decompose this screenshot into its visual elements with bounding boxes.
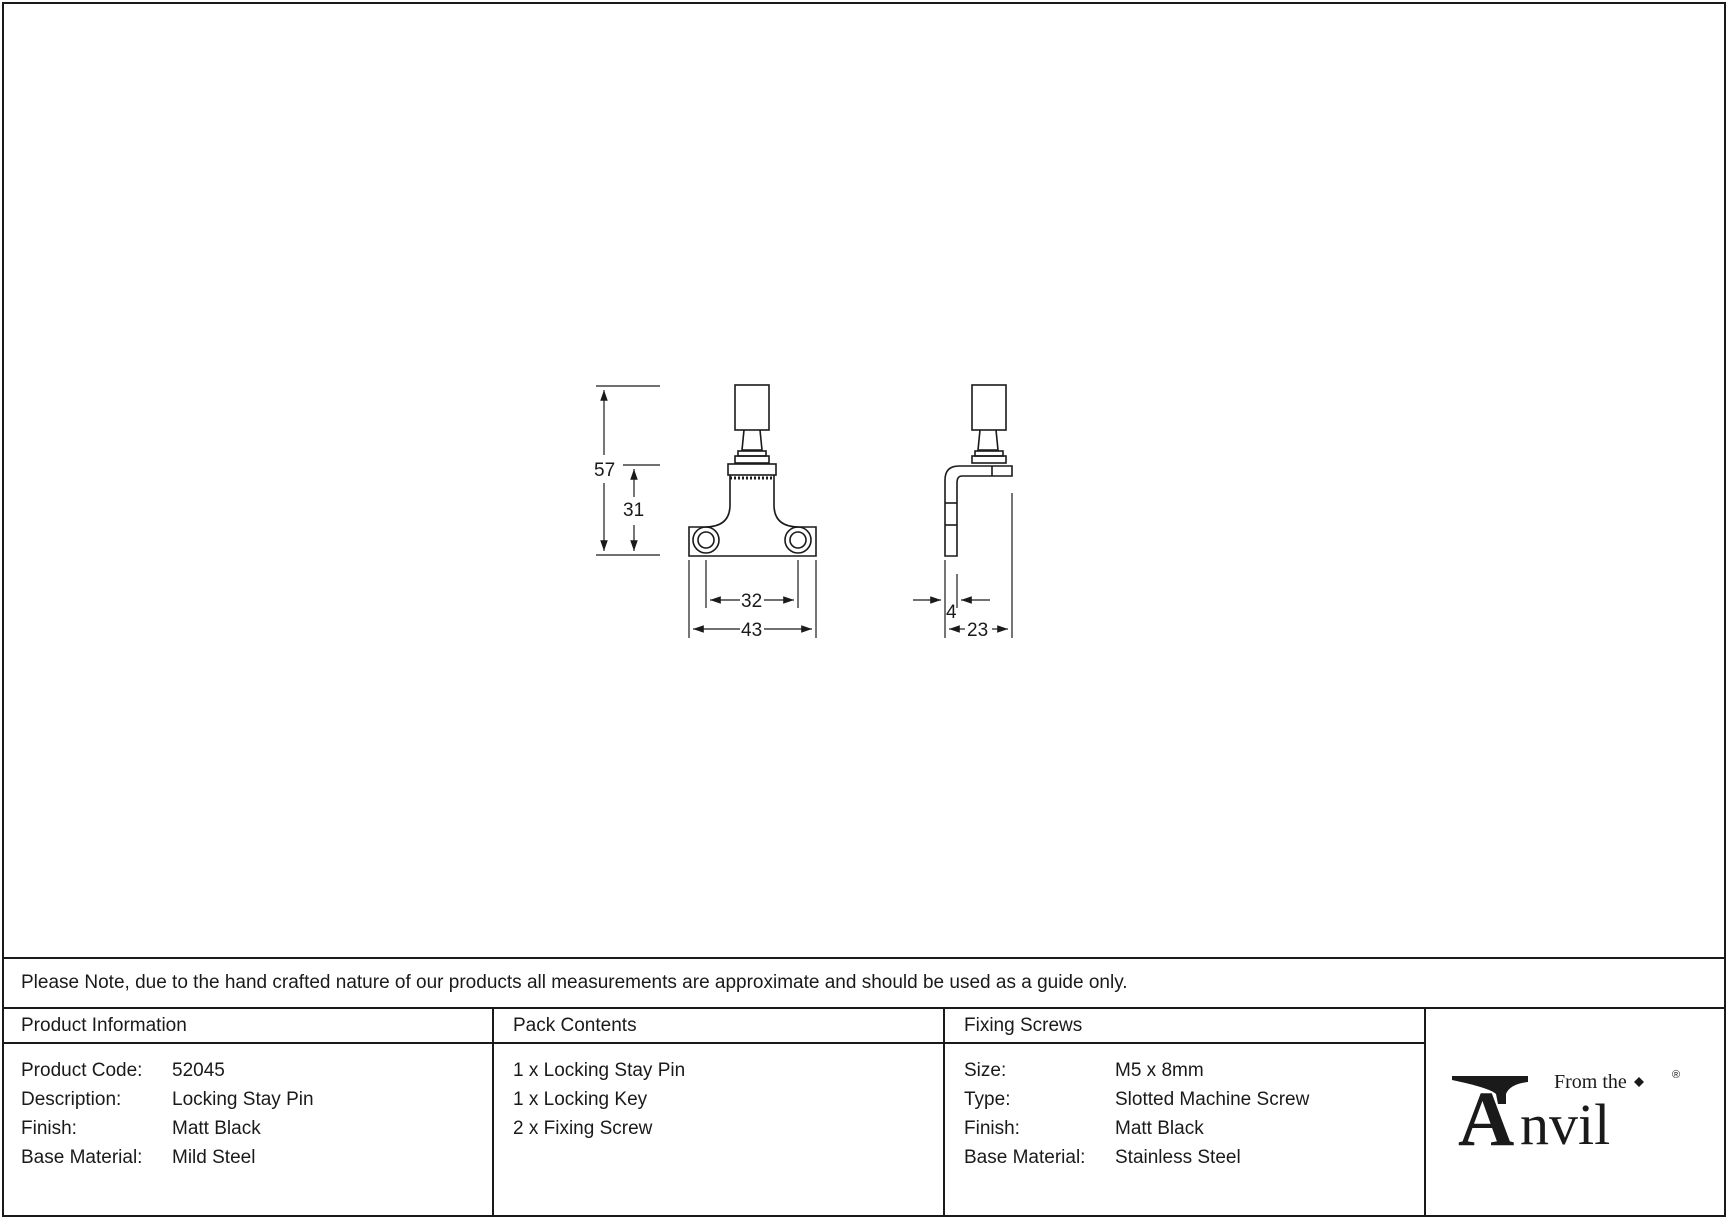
dimension-lines (596, 386, 1012, 638)
screw-type-label: Type: (964, 1088, 1011, 1110)
pack-contents-panel (494, 1009, 944, 1217)
pack-contents-heading: Pack Contents (494, 1009, 944, 1044)
pack-item: 1 x Locking Stay Pin (513, 1059, 686, 1081)
description-value: Locking Stay Pin (172, 1088, 314, 1110)
logo-word: nvil (1520, 1092, 1611, 1157)
front-pin-shaft (742, 430, 762, 450)
logo-big-letter: A (1458, 1075, 1515, 1162)
screw-size-value: M5 x 8mm (1115, 1059, 1204, 1081)
screw-size-row (964, 1056, 1424, 1085)
fixing-screws-heading: Fixing Screws (945, 1009, 1424, 1044)
product-information-heading: Product Information (2, 1009, 494, 1044)
base-material-label: Base Material: (21, 1146, 143, 1168)
pack-item: 1 x Locking Key (513, 1088, 648, 1110)
screw-hole-right (785, 527, 811, 553)
side-view (945, 385, 1012, 556)
dim-23: 23 (967, 620, 989, 641)
product-code-label: Product Code: (21, 1059, 143, 1081)
dim-31: 31 (623, 500, 645, 521)
base-material-row (21, 1143, 494, 1172)
product-information-panel (2, 1009, 494, 1217)
registered-mark: ® (1672, 1069, 1681, 1081)
base-material-value: Mild Steel (172, 1146, 256, 1168)
finish-label: Finish: (21, 1117, 77, 1139)
screw-finish-value: Matt Black (1115, 1117, 1204, 1139)
dim-32: 32 (741, 591, 763, 612)
screw-finish-label: Finish: (964, 1117, 1020, 1139)
fixing-screws-panel (945, 1009, 1424, 1217)
product-code-value: 52045 (172, 1059, 225, 1081)
panel-divider (1424, 1009, 1426, 1217)
side-bracket (945, 466, 1012, 556)
pack-item: 2 x Fixing Screw (513, 1117, 653, 1139)
screw-finish-row (964, 1114, 1424, 1143)
front-base-plate (689, 475, 816, 556)
screw-size-label: Size: (964, 1059, 1007, 1081)
side-pin-head (972, 385, 1006, 430)
screw-material-row (964, 1143, 1424, 1172)
dim-43: 43 (741, 620, 763, 641)
finish-value: Matt Black (172, 1117, 261, 1139)
front-pin-head (735, 385, 769, 430)
description-label: Description: (21, 1088, 122, 1110)
screw-hole-left (693, 527, 719, 553)
screw-type-value: Slotted Machine Screw (1115, 1088, 1310, 1110)
dim-4: 4 (946, 602, 957, 623)
description-row (21, 1085, 494, 1114)
screw-material-value: Stainless Steel (1115, 1146, 1241, 1168)
dim-57: 57 (594, 460, 616, 481)
screw-type-row (964, 1085, 1424, 1114)
diamond-icon (1634, 1077, 1644, 1087)
anvil-logo (1440, 1060, 1700, 1170)
screw-material-label: Base Material: (964, 1146, 1086, 1168)
measurement-note-row (2, 957, 1726, 1009)
logo-small-text: From the (1554, 1071, 1627, 1093)
measurement-note: Please Note, due to the hand crafted nature of our products all measurements are approximate and should be used as a guide only. (21, 972, 1128, 993)
finish-row (21, 1114, 494, 1143)
front-view (689, 385, 816, 556)
product-code-row (21, 1056, 494, 1085)
